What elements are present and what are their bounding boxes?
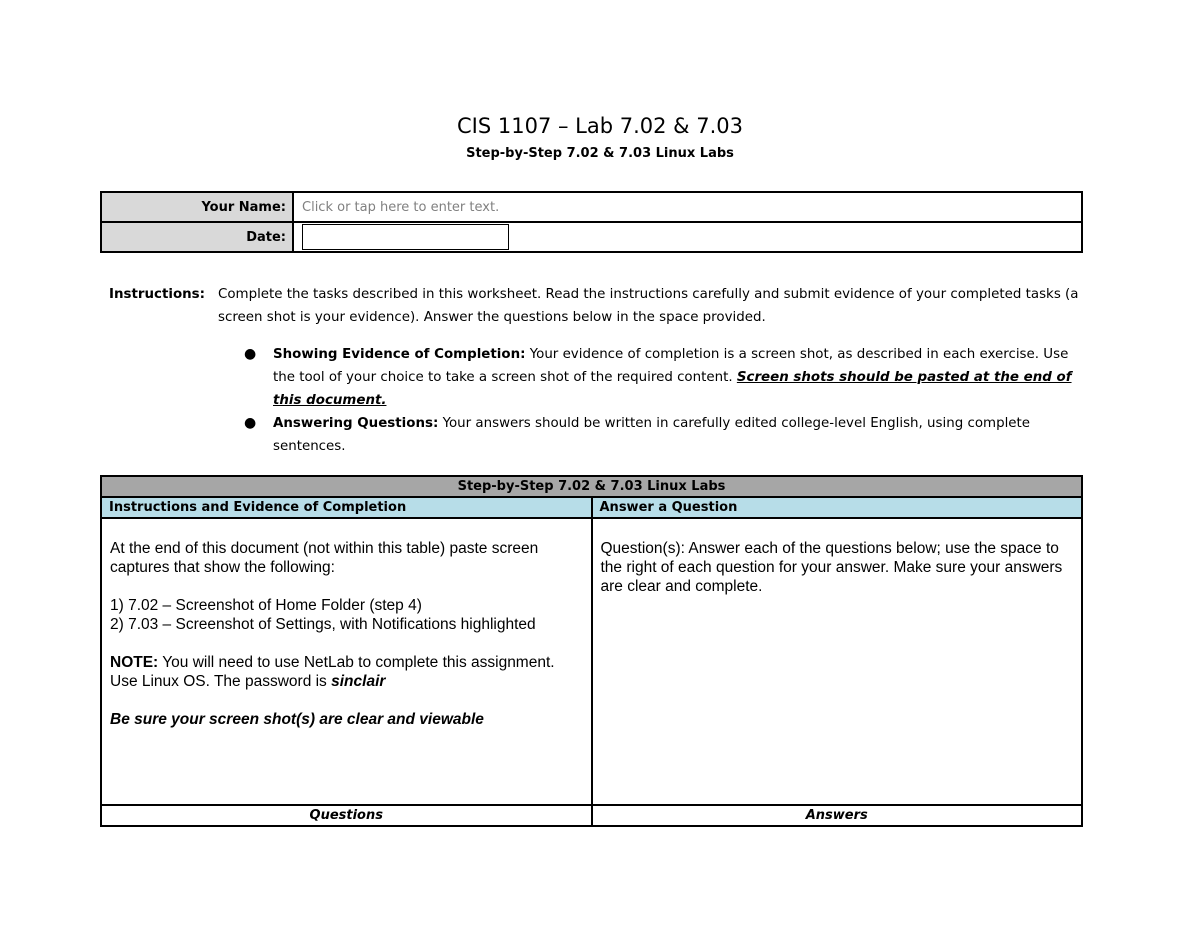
name-placeholder[interactable]: Click or tap here to enter text. <box>302 199 500 215</box>
instructions-bullets <box>109 343 1089 458</box>
bullet-text: Your evidence of completion is a screen shot, as described in each exercise. Use the tool of your choice to take a screen shot of the required content. <box>273 347 1069 385</box>
questions-header: Questions <box>101 805 592 826</box>
column-header-instructions: Instructions and Evidence of Completion <box>101 497 592 518</box>
note-label: NOTE: <box>110 654 159 671</box>
instructions-cell <box>101 518 592 805</box>
instructions-label: Instructions: <box>109 287 206 302</box>
page-subtitle: Step-by-Step 7.02 & 7.03 Linux Labs <box>466 146 734 161</box>
task-item-1: 1) 7.02 – Screenshot of Home Folder (step 4) <box>110 597 422 614</box>
bullet-emphasis: Screen shots should be pasted at the end of this document. <box>273 370 1072 408</box>
answer-cell[interactable] <box>592 518 1083 805</box>
name-field[interactable] <box>293 192 1082 222</box>
name-label: Your Name: <box>101 192 293 222</box>
instructions-paragraph: At the end of this document (not within this table) paste screen captures that show the following: <box>110 540 539 576</box>
bullet-icon: ● <box>244 346 257 362</box>
column-header-answer: Answer a Question <box>592 497 1083 518</box>
task-item-2: 2) 7.03 – Screenshot of Settings, with Notifications highlighted <box>110 616 536 633</box>
answers-header: Answers <box>592 805 1083 826</box>
name-row <box>101 192 1082 222</box>
bullet-title: Showing Evidence of Completion: <box>273 347 526 362</box>
date-row <box>101 222 1082 252</box>
note-text: You will need to use NetLab to complete this assignment. Use Linux OS. The password is <box>110 654 555 690</box>
reminder-text: Be sure your screen shot(s) are clear and viewable <box>110 711 484 728</box>
date-label: Date: <box>101 222 293 252</box>
page-title: CIS 1107 – Lab 7.02 & 7.03 <box>457 114 743 138</box>
instructions-section <box>109 283 1089 458</box>
password-text: sinclair <box>331 673 386 690</box>
list-item <box>244 412 1089 458</box>
bullet-title: Answering Questions: <box>273 416 439 431</box>
date-cell <box>293 222 1082 252</box>
student-info-table <box>100 191 1083 253</box>
answer-instructions: Question(s): Answer each of the questions below; use the space to the right of each question for your answer. Make sure your answers are clear and complete. <box>600 540 1063 595</box>
lab-table <box>100 475 1083 827</box>
note-paragraph <box>110 653 583 691</box>
table-banner: Step-by-Step 7.02 & 7.03 Linux Labs <box>101 476 1082 497</box>
instructions-text: Complete the tasks described in this worksheet. Read the instructions carefully and submit evidence of your completed tasks (a screen shot is your evidence). Answer the questions below in the space provided. <box>218 287 1079 325</box>
bullet-text: Your answers should be written in carefully edited college-level English, using complete sentences. <box>273 416 1031 454</box>
bullet-icon: ● <box>244 415 257 431</box>
date-field[interactable] <box>302 224 509 250</box>
list-item <box>244 343 1089 412</box>
